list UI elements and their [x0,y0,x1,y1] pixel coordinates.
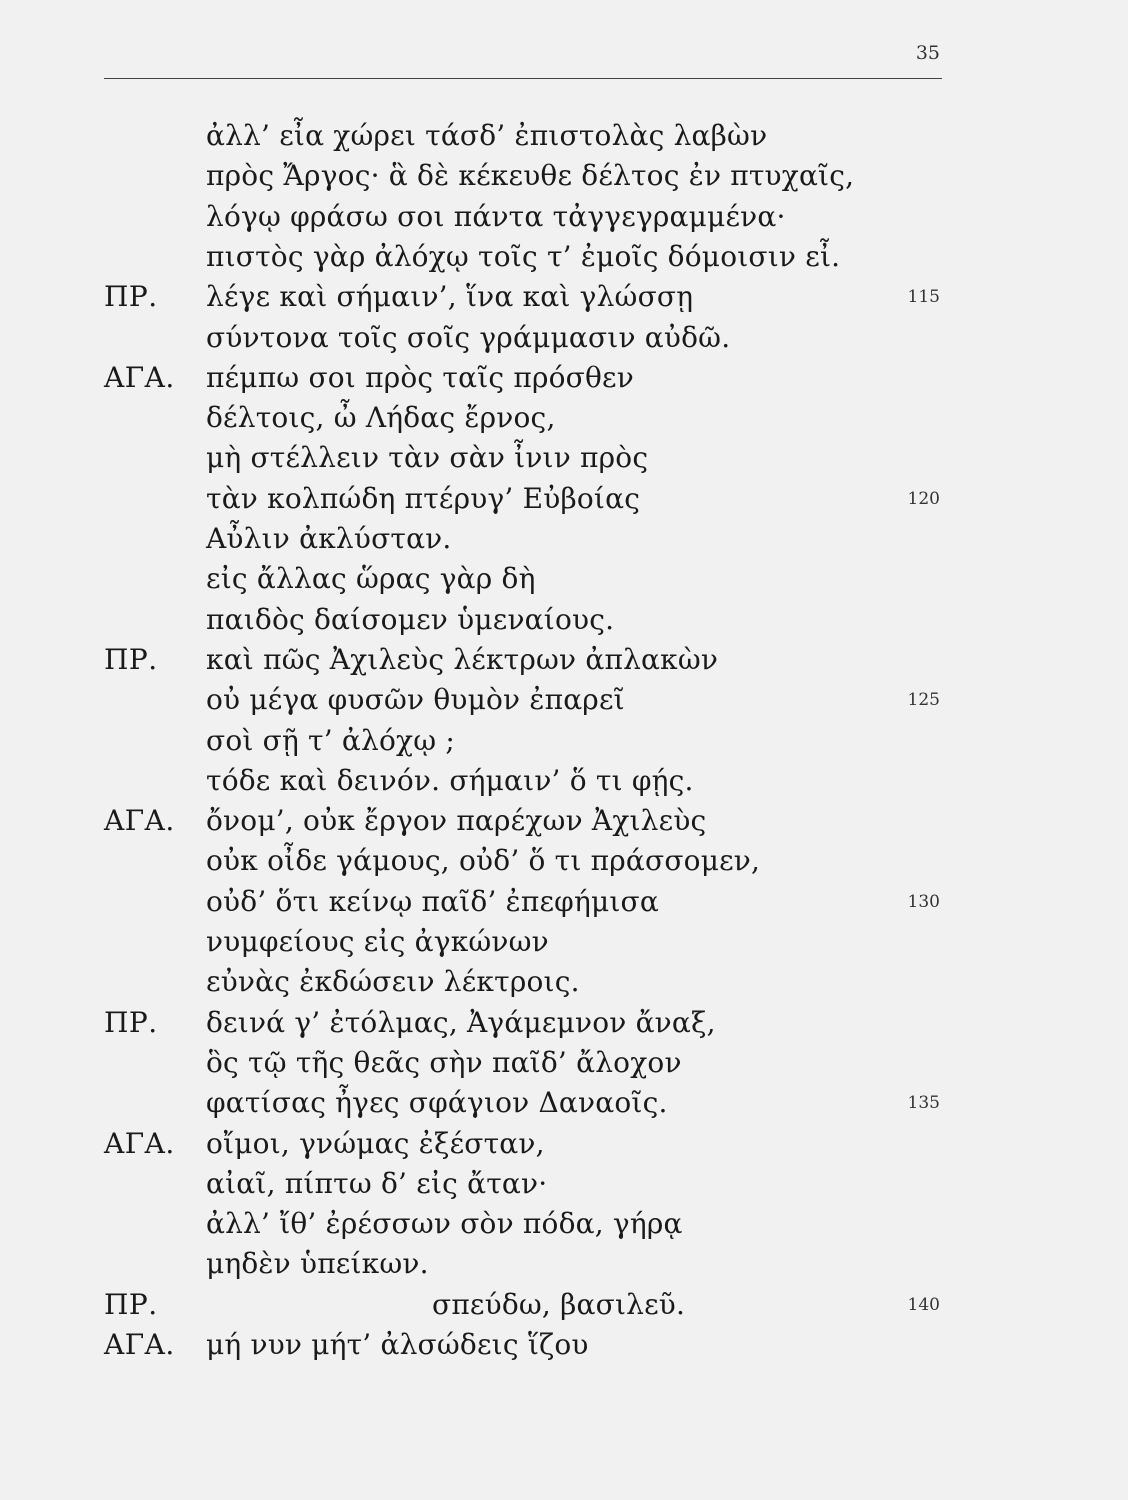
verse-line [0,922,1128,962]
line-number: 125 [907,690,940,711]
verse-text: Αὖλιν ἀκλύσταν. [206,522,452,555]
verse-line [0,156,1128,196]
verse-line [0,1043,1128,1083]
verse-text: σοὶ σῇ τ’ ἀλόχῳ ; [206,723,455,757]
verse-text: ὄνομ’, οὐκ ἔργον παρέχων Ἀχιλεὺς [206,804,707,838]
verse-line [0,761,1128,801]
verse-text: ἀλλ’ ἴθ’ ἐρέσσων σὸν πόδα, γήρᾳ [206,1207,683,1241]
verse-text: μηδὲν ὑπείκων. [206,1247,429,1281]
verse-text: δέλτοις, ὦ Λήδας ἔρνος, [206,401,556,435]
verse-text: οὐ μέγα φυσῶν θυμὸν ἐπαρεῖ [206,683,625,717]
verse-line [0,116,1128,156]
verse-text: νυμφείους εἰς ἀγκώνων [206,925,549,958]
verse-line [0,197,1128,237]
speaker-label: ΑΓΑ. [104,360,175,394]
verse-line [0,600,1128,640]
verse-line [0,479,1128,519]
verse-line [0,721,1128,761]
verse-line [0,841,1128,881]
verse-line [0,398,1128,438]
verse-line [0,680,1128,720]
verse-text: τὰν κολπώδη πτέρυγ’ Εὐβοίας [206,481,641,515]
verse-text: μὴ στέλλειν τὰν σὰν ἶνιν πρὸς [206,441,649,475]
page-number: 35 [915,42,940,64]
verse-line [0,1083,1128,1123]
verse-line [0,559,1128,599]
verse-line [0,1244,1128,1284]
verse-line [0,1285,1128,1325]
verse-text: ὃς τῷ τῆς θεᾶς σὴν παῖδ’ ἄλοχον [206,1045,682,1079]
verse-text: τόδε καὶ δεινόν. σήμαιν’ ὅ τι φῄς. [206,763,694,797]
verse-line [0,962,1128,1002]
verse-text: ἀλλ’ εἶα χώρει τάσδ’ ἐπιστολὰς λαβὼν [206,119,768,152]
verse-text: σπεύδω, βασιλεῦ. [432,1287,686,1321]
verse-text: καὶ πῶς Ἀχιλεὺς λέκτρων ἀπλακὼν [206,642,719,676]
verse-line [0,801,1128,841]
verse-line [0,438,1128,478]
verse-text: οὐδ’ ὅτι κείνῳ παῖδ’ ἐπεφήμισα [206,884,659,918]
verse-line [0,277,1128,317]
line-number: 135 [907,1093,940,1114]
speaker-label: ΠΡ. [104,642,158,676]
verse-text: πρὸς Ἄργος· ἃ δὲ κέκευθε δέλτος ἐν πτυχαῖς, [206,159,855,193]
verse-line [0,358,1128,398]
line-number: 120 [907,488,940,509]
verse-text: αἰαῖ, πίπτω δ’ εἰς ἄταν· [206,1166,548,1200]
line-number: 130 [907,891,940,912]
speaker-label: ΠΡ. [104,280,158,314]
verse-text: παιδὸς δαίσομεν ὑμεναίους. [206,602,615,636]
verse-line [0,318,1128,358]
speaker-label: ΠΡ. [104,1005,158,1039]
verse-line [0,237,1128,277]
verse-text: οἴμοι, γνώμας ἐξέσταν, [206,1126,545,1160]
speaker-label: ΑΓΑ. [104,804,175,838]
speaker-label: ΑΓΑ. [104,1126,175,1160]
verse-line [0,1325,1128,1365]
verse-text: σύντονα τοῖς σοῖς γράμμασιν αὐδῶ. [206,320,731,354]
verse-line [0,1003,1128,1043]
verse-text: φατίσας ἦγες σφάγιον Δαναοῖς. [206,1086,668,1120]
verse-text: δεινά γ’ ἐτόλμας, Ἀγάμεμνον ἄναξ, [206,1005,716,1039]
verse-line [0,519,1128,559]
speaker-label: ΠΡ. [104,1287,158,1321]
verse-text: λέγε καὶ σήμαιν’, ἵνα καὶ γλώσσῃ [206,280,694,314]
line-number: 115 [907,287,940,308]
verse-text: οὐκ οἶδε γάμους, οὐδ’ ὅ τι πράσσομεν, [206,844,761,878]
verse-text: πιστὸς γὰρ ἀλόχῳ τοῖς τ’ ἐμοῖς δόμοισιν εἶ. [206,239,841,273]
verse-line [0,1204,1128,1244]
verse-line [0,1124,1128,1164]
verse-text: εὐνὰς ἐκδώσειν λέκτροις. [206,965,580,999]
header-rule [104,78,942,79]
verse-text: μή νυν μήτ’ ἀλσώδεις ἵζου [206,1328,589,1361]
verse-text: λόγῳ φράσω σοι πάντα τἀγγεγραμμένα· [206,199,786,233]
verse-line [0,882,1128,922]
verse-line [0,1164,1128,1204]
verse-line [0,640,1128,680]
verse-text: εἰς ἄλλας ὥρας γὰρ δὴ [206,562,536,596]
verse-text: πέμπω σοι πρὸς ταῖς πρόσθεν [206,360,634,394]
line-number: 140 [907,1294,940,1315]
speaker-label: ΑΓΑ. [104,1328,175,1361]
